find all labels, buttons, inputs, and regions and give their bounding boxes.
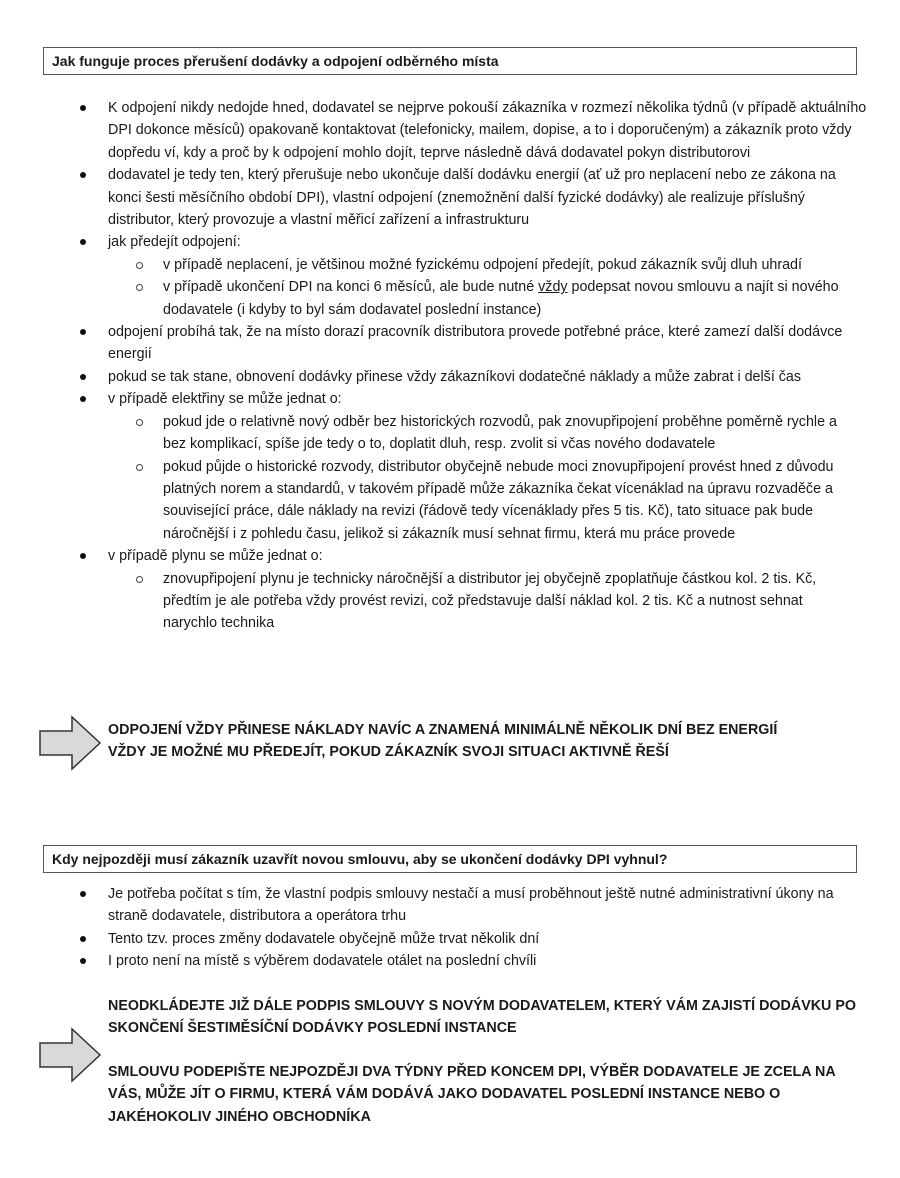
underlined-word: vždy [538,279,568,296]
sublist-item-text: v případě ukončení DPI na konci 6 měsíců, ale bude nutné [163,279,539,296]
circle-bullet-icon [136,464,143,471]
bullet-icon [80,172,86,178]
circle-bullet-icon [136,576,143,583]
list-item [0,388,868,545]
list-item-text: v případě plynu se může jednat o: [108,548,323,565]
sublist-item [108,254,853,276]
bullet-icon [80,105,86,111]
list-item [0,231,868,321]
bullet-icon [80,553,86,559]
sublist [108,568,868,635]
sublist-item [108,276,853,321]
circle-bullet-icon [136,284,143,291]
section1-heading: Jak funguje proces přerušení dodávky a odpojení odběrného místa [43,47,857,75]
sublist [108,411,868,545]
bullet-icon [80,374,86,380]
list-item [0,366,868,388]
list-item-text: pokud se tak stane, obnovení dodávky přinese vždy zákazníkovi dodatečné náklady a může zabrat i delší čas [108,368,802,385]
right-arrow-icon [38,715,102,771]
list-item [0,928,868,950]
bullet-icon [80,329,86,335]
list-item-text: I proto není na místě s výběrem dodavatele otálet na poslední chvíli [108,953,537,970]
section1-callout [108,719,868,764]
list-item-text: dodavatel je tedy ten, který přerušuje nebo ukončuje další dodávku energií (ať už pro neplacení nebo ze zákona na konci šesti měsíčního období DPI), vlastní odpojení (znemožnění další fyzické dodávky) ale realizuje příslušný distributor, který provozuje a vlastní měřicí zařízení a infrastrukturu [108,167,836,229]
section2-list [0,883,868,973]
right-arrow-icon [38,1027,102,1083]
section2-heading: Kdy nejpozději musí zákazník uzavřít novou smlouvu, aby se ukončení dodávky DPI vyhnul? [43,845,857,873]
sublist-item [108,568,853,635]
list-item [0,321,868,366]
bullet-icon [80,958,86,964]
list-item [0,545,868,635]
sublist-item-text: pokud jde o relativně nový odběr bez historických rozvodů, pak znovupřipojení proběhne poměrně rychle a bez komplikací, spíše jde tedy o to, doplatit dluh, resp. zvolit si včas nového dodavatele [163,413,837,453]
bullet-icon [80,239,86,245]
sublist-item-text: podepsat novou smlouvu a najít si nového dodavatele (i kdyby to byl sám dodavatel poslední instance) [163,279,839,318]
list-item-text: Tento tzv. proces změny dodavatele obyčejně může trvat několik dní [108,930,540,947]
list-item-text: odpojení probíhá tak, že na místo dorazí pracovník distributora provede potřebné práce, které zamezí další dodávce energií [108,324,843,363]
bullet-icon [80,936,86,942]
bullet-icon [80,891,86,897]
sublist [108,254,868,321]
section2-callout-2: SMLOUVU PODEPIŠTE NEJPOZDĚJI DVA TÝDNY PŘED KONCEM DPI, VÝBĚR DODAVATELE JE ZCELA NA VÁS, MŮŽE JÍT O FIRMU, KTERÁ VÁM DODÁVÁ JAKO DODAVATEL POSLEDNÍ INSTANCE NEBO O JAKÉHOKOLIV JINÉHO OBCHODNÍKA [108,1064,836,1125]
bullet-icon [80,396,86,402]
sublist-item [108,411,853,456]
sublist-item [108,456,853,546]
circle-bullet-icon [136,262,143,269]
list-item [0,164,868,231]
callout-line: VŽDY JE MOŽNÉ MU PŘEDEJÍT, POKUD ZÁKAZNÍK SVOJI SITUACI AKTIVNĚ ŘEŠÍ [108,744,669,761]
list-item [0,950,868,972]
section1-list [0,97,868,635]
list-item-text: Je potřeba počítat s tím, že vlastní podpis smlouvy nestačí a musí proběhnout ještě nutné administrativní úkony na straně dodavatele, distributora a operátora trhu [108,886,834,925]
list-item-text: K odpojení nikdy nedojde hned, dodavatel se nejprve pokouší zákazníka v rozmezí několika týdnů (v případě aktuálního DPI dokonce měsíců) opakovaně kontaktovat (telefonicky, mailem, dopise, a to i doporučeným) a zákazník proto vždy dopředu ví, kdy a proč by k odpojení mohlo dojít, teprve následně dává dodavatel pokyn distributorovi [108,100,867,161]
sublist-item-text: pokud půjde o historické rozvody, distributor obyčejně nebude moci znovupřipojení provést hned z důvodu platných norem a standardů, v takovém případě může zákazníka čekat vícenáklad na úpravu rozvaděče a související práce, dále náklady na revizi (řádově tedy vícenáklady přes 5 tis. Kč), tato situace pak bude náročnější i z pohledu času, jelikož si zákazník musí sehnat firmu, která mu práce provede [163,458,834,542]
circle-bullet-icon [136,419,143,426]
list-item [0,883,868,928]
sublist-item-text: znovupřipojení plynu je technicky náročnější a distributor jej obyčejně zpoplatňuje částkou kol. 2 tis. Kč, předtím je ale potřeba vždy provést revizi, což představuje další náklad kol. 2 tis. Kč a nutnost sehnat narychlo technika [163,570,817,632]
callout-line: ODPOJENÍ VŽDY PŘINESE NÁKLADY NAVÍC A ZNAMENÁ MINIMÁLNĚ NĚKOLIK DNÍ BEZ ENERGIÍ [108,722,778,738]
list-item [0,97,868,164]
list-item-text: jak předejít odpojení: [108,234,241,251]
section2-callout-1: NEODKLÁDEJTE JIŽ DÁLE PODPIS SMLOUVY S NOVÝM DODAVATELEM, KTERÝ VÁM ZAJISTÍ DODÁVKU PO SKONČENÍ ŠESTIMĚSÍČNÍ DODÁVKY POSLEDNÍ INSTANCE [108,998,857,1037]
list-item-text: v případě elektřiny se může jednat o: [108,391,342,408]
sublist-item-text: v případě neplacení, je většinou možné fyzickému odpojení předejít, pokud zákazník svůj dluh uhradí [163,256,802,273]
